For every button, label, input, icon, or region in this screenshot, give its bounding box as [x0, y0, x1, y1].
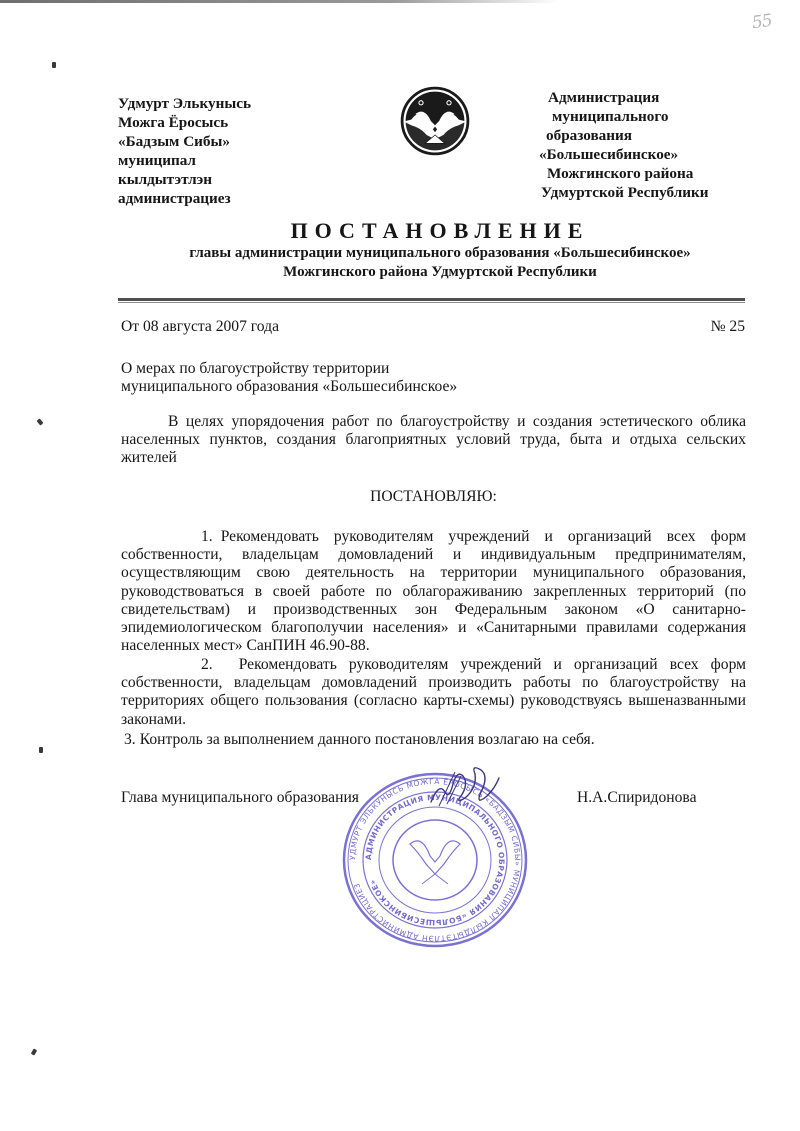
decree-item — [121, 656, 746, 729]
subject-line: муниципального образования «Большесибинское» — [121, 378, 458, 395]
signer-title: Глава муниципального образования — [121, 789, 359, 806]
header-right-russian — [535, 88, 765, 202]
decree-item — [124, 731, 595, 749]
decree-item — [121, 528, 746, 655]
handwritten-page-number: 55 — [750, 10, 773, 34]
document-date: От 08 августа 2007 года — [121, 318, 279, 335]
document-subject — [121, 360, 457, 396]
stamp-inner-text: АДМИНИСТРАЦИЯ МУНИЦИПАЛЬНОГО ОБРАЗОВАНИЯ «БОЛЬШЕСИБИНСКОЕ» — [363, 792, 507, 928]
item-text: Контроль за выполнением данного постановления возлагаю на себя. — [139, 731, 595, 748]
udmurt-coat-of-arms-icon — [400, 86, 470, 156]
header-left-udmurt — [118, 94, 251, 208]
header-left-line: Можга Ёросысь — [118, 114, 229, 131]
stamp-outer-text: УДМУРТ ЭЛЬКУНЫСЬ МОЖГА ЁРОСЫСЬ «БАДЗЫМ СИБЫ» МУНИЦИПАЛ КЫЛДЫТЭТЛЭН АДМИНИСТРАЦИЕЗ — [347, 776, 523, 944]
header-left-line: кылдытэтлэн — [118, 171, 212, 188]
header-left-line: «Бадзым Сибы» — [118, 133, 230, 150]
document-number: № 25 — [710, 318, 745, 335]
header-left-line: Удмурт Элькунысь — [118, 95, 251, 112]
header-left-line: муниципал — [118, 152, 196, 169]
subject-line: О мерах по благоустройству территории — [121, 360, 390, 377]
decree-heading: ПОСТАНОВЛЯЮ: — [370, 488, 497, 505]
scan-top-edge — [0, 0, 560, 3]
scan-punch-mark — [37, 418, 44, 425]
header-right-line: Можгинского района — [547, 165, 694, 182]
handwritten-signature — [425, 762, 505, 812]
item-number: 2. — [201, 656, 213, 673]
document-subtitle — [120, 244, 760, 282]
header-right-line: образования — [546, 127, 632, 144]
scan-punch-mark — [52, 62, 56, 68]
header-divider-thin — [118, 302, 745, 303]
scan-punch-mark — [39, 747, 43, 753]
header-left-line: администрациез — [118, 190, 231, 207]
header-right-line: Удмуртской Республики — [541, 184, 709, 201]
subtitle-line: главы администрации муниципального образования «Большесибинское» — [189, 245, 691, 261]
item-number: 1. — [201, 528, 213, 545]
item-number: 3. — [124, 731, 136, 748]
header-right-line: муниципального — [552, 108, 669, 125]
header-right-line: Администрация — [548, 89, 660, 106]
subtitle-line: Можгинского района Удмуртской Республики — [283, 264, 597, 280]
document-title: ПОСТАНОВЛЕНИЕ — [290, 218, 590, 243]
item-text: Рекомендовать руководителям учреждений и организаций всех форм собственности, владельцам домовладений производить работы по благоустройству на территориях общего пользования (согласно карты-схемы) руководствуясь вышеназванными законами. — [121, 656, 746, 728]
header-divider — [118, 298, 745, 301]
scan-punch-mark — [31, 1048, 37, 1055]
item-text: Рекомендовать руководителям учреждений и организаций всех форм собственности, владельцам домовладений и индивидуальным предпринимателям, осуществляющим свою деятельность на территории муниципального образования, руководствоваться в своей работе по облагораживанию закрепленных территорий (по свидетельствам) и производственных зон Федеральным законом «О санитарно-эпидемиологическом благополучии населения» и «Санитарными правилами содержания населенных мест» СанПИН 46.90-88. — [121, 528, 746, 655]
preamble-paragraph: В целях упорядочения работ по благоустройству и создания эстетического облика населенных пунктов, создания благоприятных условий труда, быта и отдыха сельских жителей — [121, 413, 746, 467]
header-right-line: «Большесибинское» — [539, 146, 679, 163]
signer-name: Н.А.Спиридонова — [577, 789, 697, 806]
